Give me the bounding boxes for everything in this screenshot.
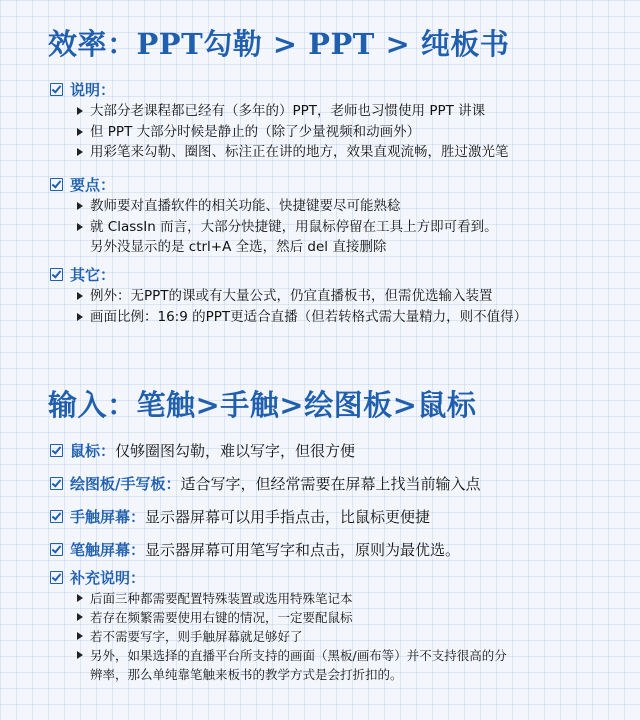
row-label: 手触屏幕： <box>70 508 146 526</box>
input-row-mouse <box>50 434 481 467</box>
checkbox-icon <box>50 444 63 457</box>
checkbox-icon <box>50 178 63 191</box>
keypoints-section <box>50 173 498 258</box>
checkbox-icon <box>50 268 63 281</box>
input-row-touch <box>50 500 481 533</box>
other-list <box>76 286 527 327</box>
supplement-label: 补充说明： <box>70 568 146 587</box>
keypoints-list <box>76 196 498 258</box>
checkbox-icon <box>50 571 63 584</box>
list-item: 用彩笔来勾勒、圈图、标注正在讲的地方，效果直观流畅，胜过激光笔 <box>76 142 509 163</box>
list-item-continuation <box>76 237 498 258</box>
section1-title: 效率：PPT勾勒 > PPT > 纯板书 <box>48 27 510 61</box>
list-item: 就 ClassIn 而言，大部分快捷键，用鼠标停留在工具上方即可看到。 <box>76 217 498 238</box>
section2-title: 输入：笔触>手触>绘图板>鼠标 <box>48 388 477 422</box>
row-text: 显示器屏幕可以用手指点击，比鼠标更便捷 <box>145 508 431 526</box>
list-item: 若存在频繁需要使用右键的情况，一定要配鼠标 <box>76 608 507 627</box>
explain-section <box>50 78 509 163</box>
list-item: 大部分老课程都已经有（多年的）PPT，老师也习惯使用 PPT 讲课 <box>76 101 509 122</box>
row-label: 绘图板/手写板： <box>70 475 181 493</box>
list-item: 教师要对直播软件的相关功能、快捷键要尽可能熟稔 <box>76 196 498 217</box>
row-label: 笔触屏幕： <box>70 541 146 559</box>
input-methods <box>50 434 481 566</box>
checkbox-icon <box>50 543 63 556</box>
checkbox-icon <box>50 510 63 523</box>
explain-list <box>76 101 509 163</box>
list-item-continuation <box>76 665 507 684</box>
supplement-section <box>50 566 507 684</box>
input-row-pen <box>50 533 481 566</box>
list-item: 但 PPT 大部分时候是静止的（除了少量视频和动画外） <box>76 122 509 143</box>
keypoints-label: 要点： <box>70 175 116 194</box>
row-text: 仅够圈图勾勒，难以写字，但很方便 <box>115 442 356 460</box>
list-item: 另外，如果选择的直播平台所支持的画面（黑板/画布等）并不支持很高的分 <box>76 646 507 665</box>
continuation-text: 另外没显示的是 ctrl+A 全选，然后 del 直接删除 <box>90 239 387 255</box>
explain-header <box>50 78 509 100</box>
other-label: 其它： <box>70 265 116 284</box>
continuation-text: 辨率，那么单纯靠笔触来板书的教学方式是会打折扣的。 <box>90 667 403 682</box>
other-header <box>50 263 527 285</box>
supplement-header <box>50 566 507 588</box>
checkbox-icon <box>50 477 63 490</box>
input-row-tablet <box>50 467 481 500</box>
keypoints-header <box>50 173 498 195</box>
row-text: 适合写字，但经常需要在屏幕上找当前输入点 <box>180 475 481 493</box>
row-label: 鼠标： <box>70 442 116 460</box>
checkbox-icon <box>50 83 63 96</box>
explain-label: 说明： <box>70 80 116 99</box>
list-item: 画面比例：16:9 的PPT更适合直播（但若转格式需大量精力，则不值得） <box>76 307 527 328</box>
supplement-list <box>76 589 507 684</box>
list-item: 若不需要写字，则手触屏幕就足够好了 <box>76 627 507 646</box>
row-text: 显示器屏幕可用笔写字和点击，原则为最优选。 <box>145 541 461 559</box>
other-section <box>50 263 527 327</box>
list-item: 例外：无PPT的课或有大量公式，仍宜直播板书，但需优选输入装置 <box>76 286 527 307</box>
list-item: 后面三种都需要配置特殊装置或选用特殊笔记本 <box>76 589 507 608</box>
